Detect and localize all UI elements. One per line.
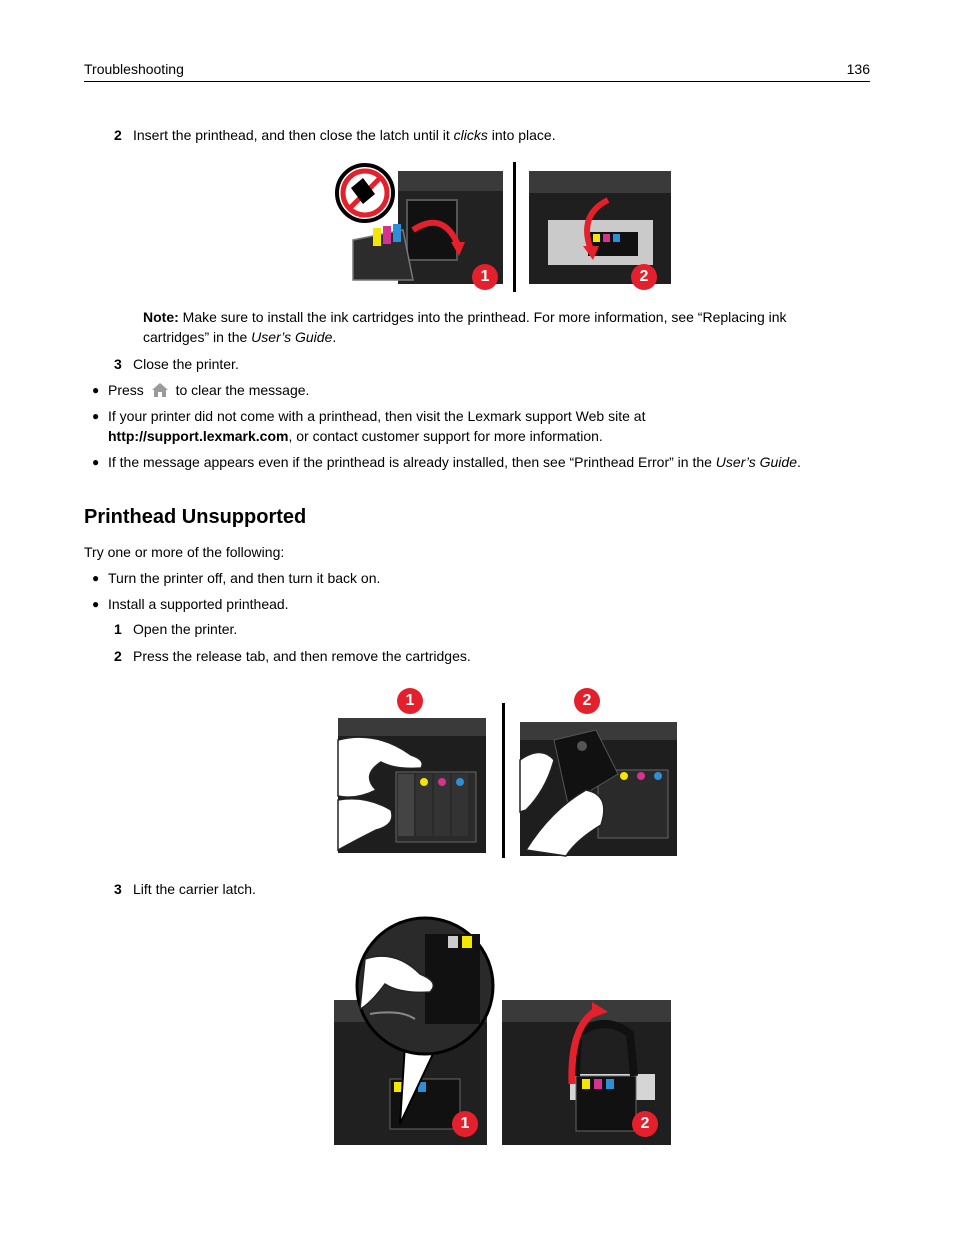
figure-badge-2: 2 (631, 264, 657, 290)
bullet-press-home: Press to clear the message. (108, 382, 310, 398)
bullet-dot: ● (92, 409, 100, 423)
step-number: 3 (114, 881, 122, 897)
lift-latch-illustration (330, 914, 675, 1149)
step-text: Lift the carrier latch. (133, 881, 256, 897)
header-rule (84, 81, 870, 82)
page-number: 136 (846, 61, 870, 77)
support-link[interactable]: http://support.lexmark.com (108, 428, 289, 444)
bullet-printhead-error: If the message appears even if the printhead is already installed, then see “Printhead Error” in the User’s Guide. (108, 454, 801, 470)
figure-badge-1: 1 (452, 1111, 478, 1137)
bullet-install-printhead: Install a supported printhead. (108, 596, 289, 612)
section-title: Printhead Unsupported (84, 506, 307, 528)
section-intro: Try one or more of the following: (84, 544, 285, 560)
home-icon (151, 382, 169, 398)
note-line-2: cartridges” in the User’s Guide. (143, 329, 337, 345)
step-text: Insert the printhead, and then close the latch until it clicks into place. (133, 127, 556, 143)
step-text: Close the printer. (133, 356, 239, 372)
bullet-dot: ● (92, 571, 100, 585)
bullet-dot: ● (92, 383, 100, 397)
bullet-dot: ● (92, 455, 100, 469)
step-number: 2 (114, 648, 122, 664)
figure-badge-1: 1 (472, 264, 498, 290)
step-number: 1 (114, 621, 122, 637)
bullet-support-line-1: If your printer did not come with a printhead, then visit the Lexmark support Web site at (108, 408, 646, 424)
step-number: 2 (114, 127, 122, 143)
figure-badge-1: 1 (397, 688, 423, 714)
insert-printhead-illustration (333, 160, 678, 294)
running-header-section: Troubleshooting (84, 61, 184, 77)
step-number: 3 (114, 356, 122, 372)
figure-badge-2: 2 (574, 688, 600, 714)
figure-badge-2: 2 (632, 1111, 658, 1137)
bullet-dot: ● (92, 597, 100, 611)
remove-cartridges-illustration (336, 700, 681, 860)
bullet-restart: Turn the printer off, and then turn it back on. (108, 570, 381, 586)
step-text: Open the printer. (133, 621, 238, 637)
step-text: Press the release tab, and then remove the cartridges. (133, 648, 471, 664)
bullet-support-line-2: http://support.lexmark.com, or contact customer support for more information. (108, 428, 603, 444)
note-line-1: Note: Make sure to install the ink cartridges into the printhead. For more information, see “Replacing ink (143, 309, 787, 325)
